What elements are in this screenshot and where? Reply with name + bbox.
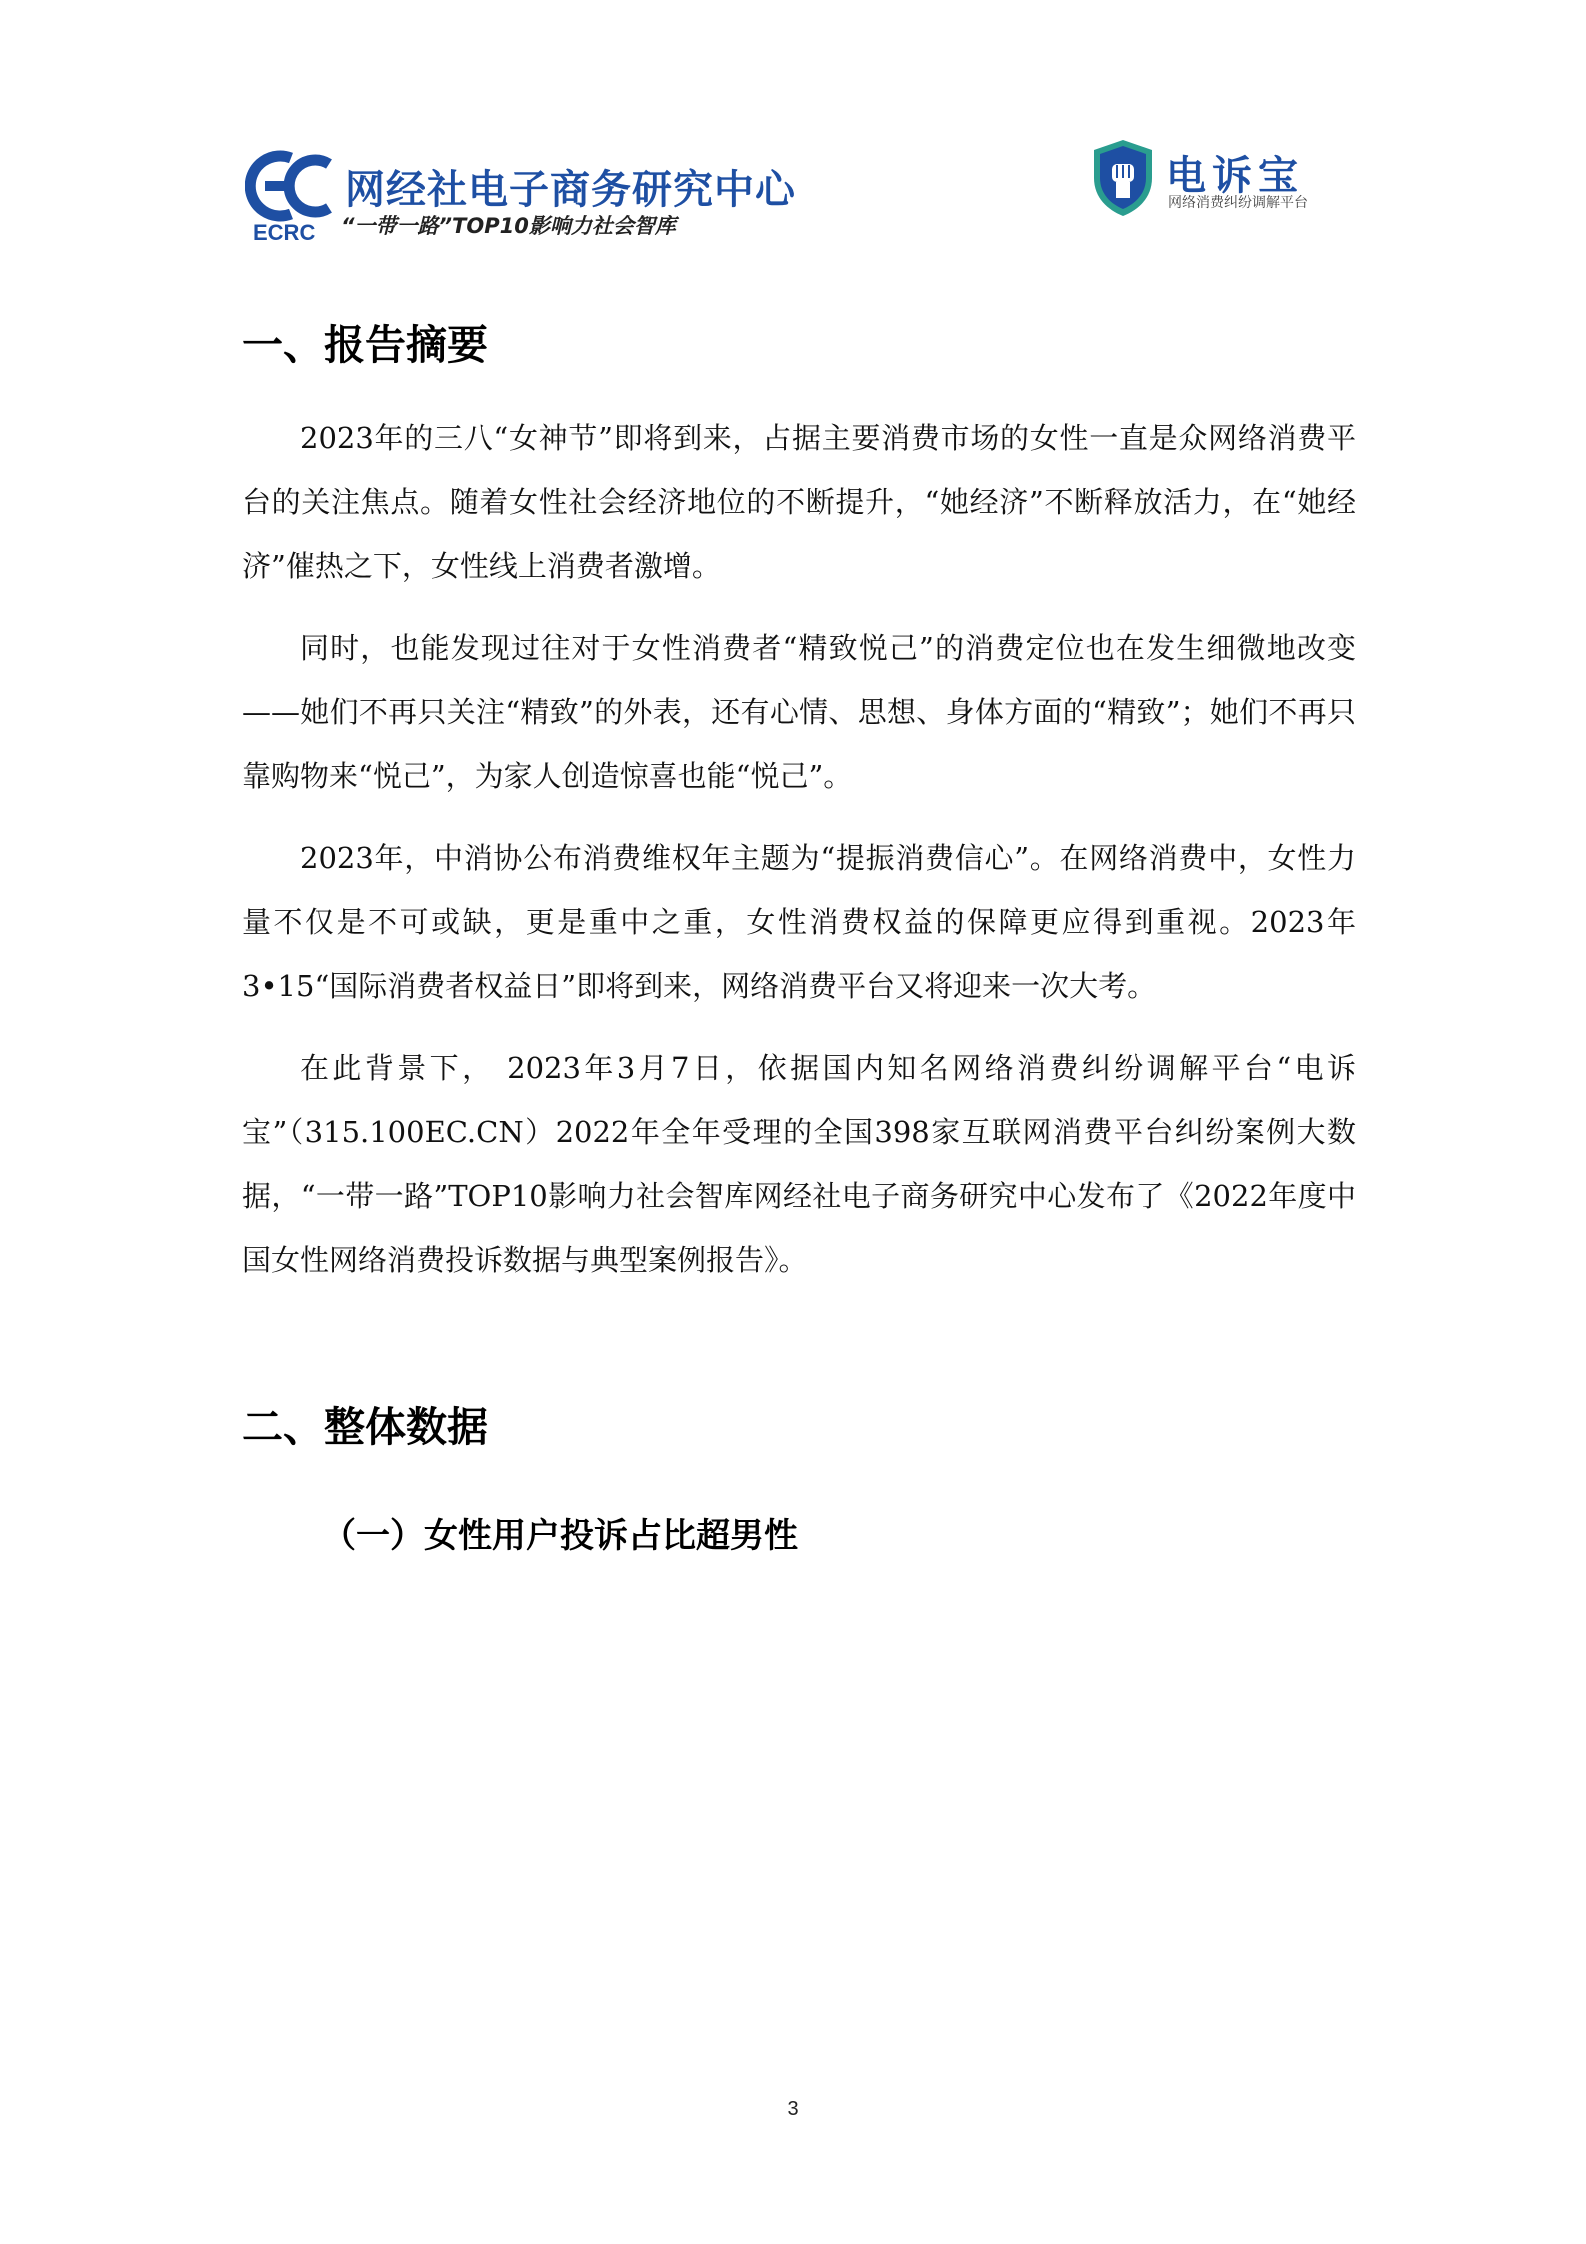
ecrc-organization-name: 网经社电子商务研究中心 bbox=[345, 167, 796, 213]
dsb-platform-subtitle: 网络消费纠纷调解平台 bbox=[1168, 195, 1308, 211]
dsb-platform-name: 电诉宝 bbox=[1166, 153, 1304, 199]
ecrc-header-logo bbox=[245, 150, 796, 245]
shield-fist-icon bbox=[1090, 138, 1156, 218]
dsb-header-logo bbox=[1090, 138, 1350, 218]
page-number: 3 bbox=[787, 2098, 799, 2120]
ecrc-abbreviation: ECRC bbox=[253, 220, 316, 245]
paragraph-2: 同时，也能发现过往对于女性消费者“精致悦己”的消费定位也在发生细微地改变——她们不再只关注“精致”的外表，还有心情、思想、身体方面的“精致”；她们不再只靠购物来“悦己”，为家人创造惊喜也能“悦己”。 bbox=[242, 631, 1356, 793]
paragraph-3: 2023年，中消协公布消费维权年主题为“提振消费信心”。在网络消费中，女性力量不仅是不可或缺，更是重中之重，女性消费权益的保障更应得到重视。2023年3•15“国际消费者权益日”即将到来，网络消费平台又将迎来一次大考。 bbox=[242, 841, 1356, 1003]
section-title-summary: 一、报告摘要 bbox=[242, 321, 488, 369]
paragraph-4: 在此背景下， 2023年3月7日，依据国内知名网络消费纠纷调解平台“电诉宝”（315.100EC.CN）2022年全年受理的全国398家互联网消费平台纠纷案例大数据，“一带一路”TOP10影响力社会智库网经社电子商务研究中心发布了《2022年度中国女性网络消费投诉数据与典型案例报告》。 bbox=[242, 1051, 1356, 1277]
ecrc-slogan: “一带一路”TOP10影响力社会智库 bbox=[341, 214, 676, 238]
subsection-title-female-complaints: （一）女性用户投诉占比超男性 bbox=[322, 1516, 798, 1556]
paragraph-1: 2023年的三八“女神节”即将到来，占据主要消费市场的女性一直是众网络消费平台的关注焦点。随着女性社会经济地位的不断提升，“她经济”不断释放活力，在“她经济”催热之下，女性线上消费者激增。 bbox=[242, 421, 1356, 583]
section-title-overall-data: 二、整体数据 bbox=[242, 1403, 488, 1451]
